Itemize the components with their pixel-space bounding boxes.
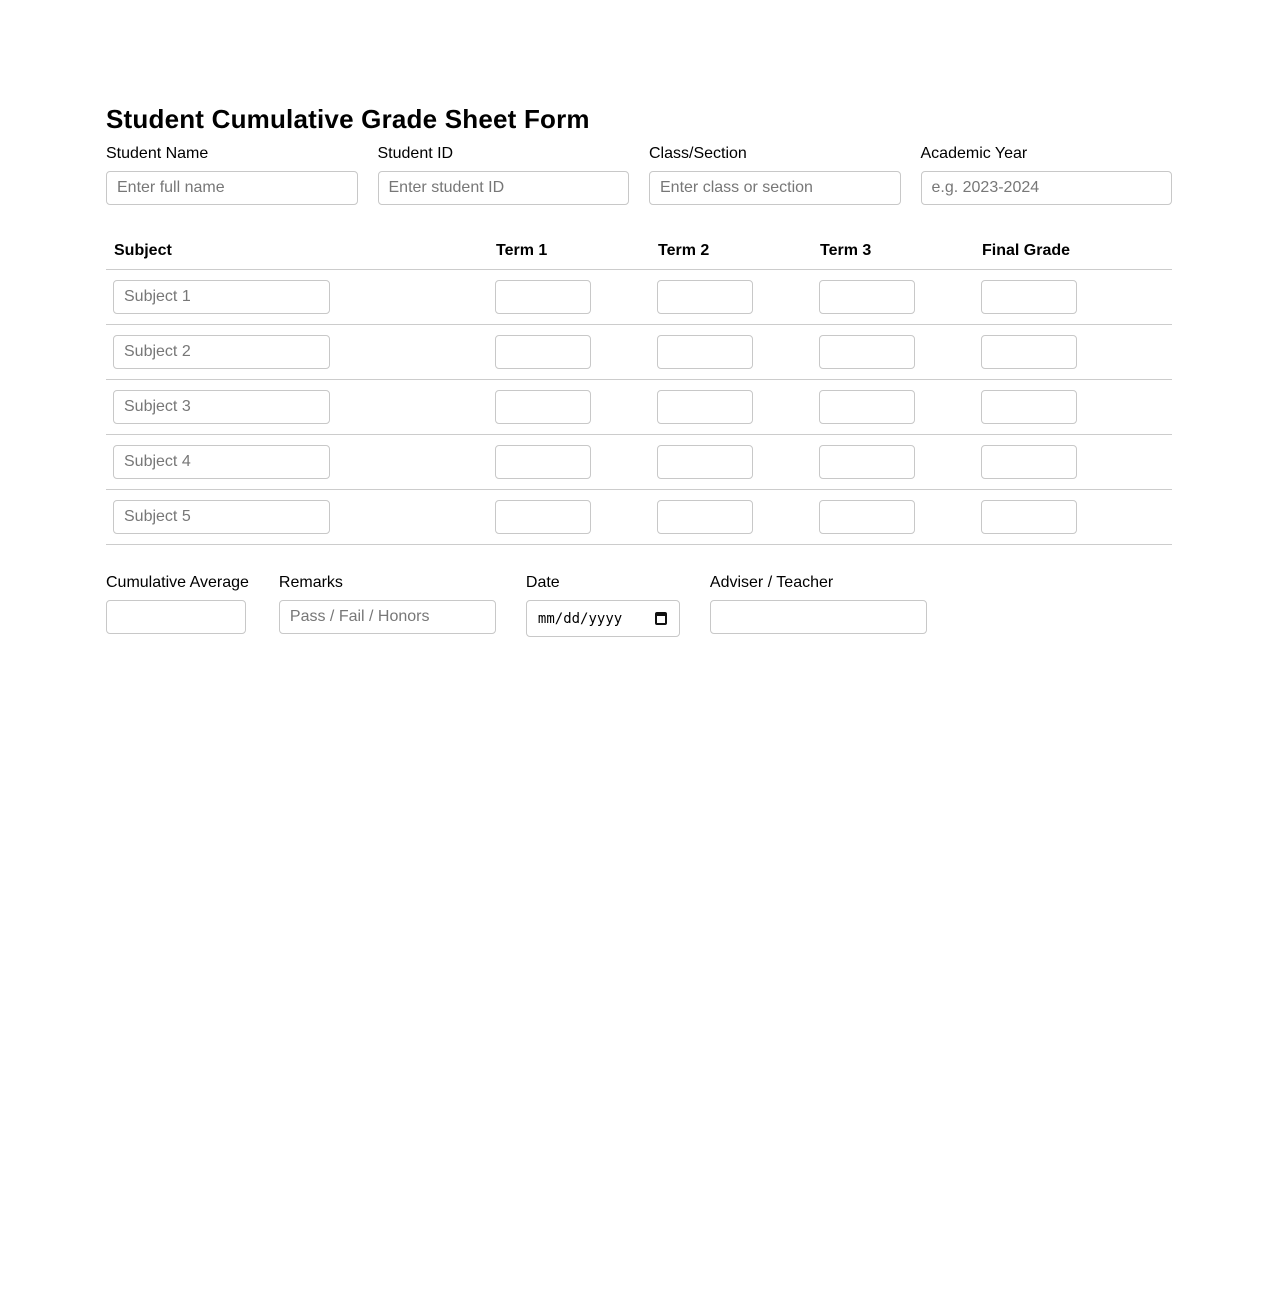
table-header-row: [106, 232, 1172, 270]
remarks-label: Remarks: [278, 574, 343, 591]
grade-sheet-form: [106, 100, 1172, 637]
header-term-2: Term 2: [650, 232, 812, 270]
date-input[interactable]: [526, 600, 680, 637]
subject-1-term-3-input[interactable]: [819, 280, 915, 314]
subject-2-term-2-input[interactable]: [657, 335, 753, 369]
subject-2-input[interactable]: [113, 335, 330, 369]
subject-2-term-3-input[interactable]: [819, 335, 915, 369]
date-field-group: [526, 574, 680, 637]
academic-year-field-group: [921, 145, 1173, 205]
subject-3-term-2-input[interactable]: [657, 390, 753, 424]
table-row: [106, 490, 1172, 545]
student-id-field-group: [378, 145, 630, 205]
date-format-hint: mm/dd/yyyy: [537, 610, 623, 627]
subject-1-term-1-input[interactable]: [495, 280, 591, 314]
table-row: [106, 380, 1172, 435]
subject-1-term-2-input[interactable]: [657, 280, 753, 314]
cumulative-average-input[interactable]: [106, 600, 246, 634]
cumulative-average-field-group: [106, 574, 249, 637]
class-section-input[interactable]: [649, 171, 901, 205]
subject-4-final-grade-input[interactable]: [981, 445, 1077, 479]
header-final-grade: Final Grade: [974, 232, 1172, 270]
student-id-label: Student ID: [377, 145, 454, 162]
subject-1-final-grade-input[interactable]: [981, 280, 1077, 314]
class-section-label: Class/Section: [649, 145, 747, 162]
subject-2-term-1-input[interactable]: [495, 335, 591, 369]
subject-2-final-grade-input[interactable]: [981, 335, 1077, 369]
student-name-field-group: [106, 145, 358, 205]
student-name-label: Student Name: [106, 145, 209, 162]
adviser-input[interactable]: [710, 600, 927, 634]
adviser-label: Adviser / Teacher: [709, 574, 834, 591]
subject-4-term-2-input[interactable]: [657, 445, 753, 479]
adviser-field-group: [710, 574, 927, 637]
subject-5-term-1-input[interactable]: [495, 500, 591, 534]
remarks-field-group: [279, 574, 496, 637]
cumulative-average-label: Cumulative Average: [106, 574, 249, 591]
subject-3-final-grade-input[interactable]: [981, 390, 1077, 424]
header-subject: Subject: [106, 232, 488, 270]
class-section-field-group: [649, 145, 901, 205]
calendar-icon[interactable]: [655, 612, 667, 625]
subject-3-input[interactable]: [113, 390, 330, 424]
subject-5-term-3-input[interactable]: [819, 500, 915, 534]
grades-table: [106, 232, 1172, 545]
student-info-row: [106, 145, 1172, 205]
subject-5-input[interactable]: [113, 500, 330, 534]
subject-3-term-3-input[interactable]: [819, 390, 915, 424]
subject-5-final-grade-input[interactable]: [981, 500, 1077, 534]
table-row: [106, 270, 1172, 325]
page-title: Student Cumulative Grade Sheet Form: [106, 104, 590, 134]
table-row: [106, 325, 1172, 380]
header-term-3: Term 3: [812, 232, 974, 270]
header-term-1: Term 1: [488, 232, 650, 270]
subject-4-term-1-input[interactable]: [495, 445, 591, 479]
subject-5-term-2-input[interactable]: [657, 500, 753, 534]
subject-4-term-3-input[interactable]: [819, 445, 915, 479]
student-name-input[interactable]: [106, 171, 358, 205]
subject-1-input[interactable]: [113, 280, 330, 314]
table-row: [106, 435, 1172, 490]
subject-3-term-1-input[interactable]: [495, 390, 591, 424]
summary-row: [106, 574, 1172, 637]
student-id-input[interactable]: [378, 171, 630, 205]
subject-4-input[interactable]: [113, 445, 330, 479]
academic-year-input[interactable]: [921, 171, 1173, 205]
remarks-input[interactable]: [279, 600, 496, 634]
academic-year-label: Academic Year: [920, 145, 1028, 162]
date-label: Date: [525, 574, 560, 591]
